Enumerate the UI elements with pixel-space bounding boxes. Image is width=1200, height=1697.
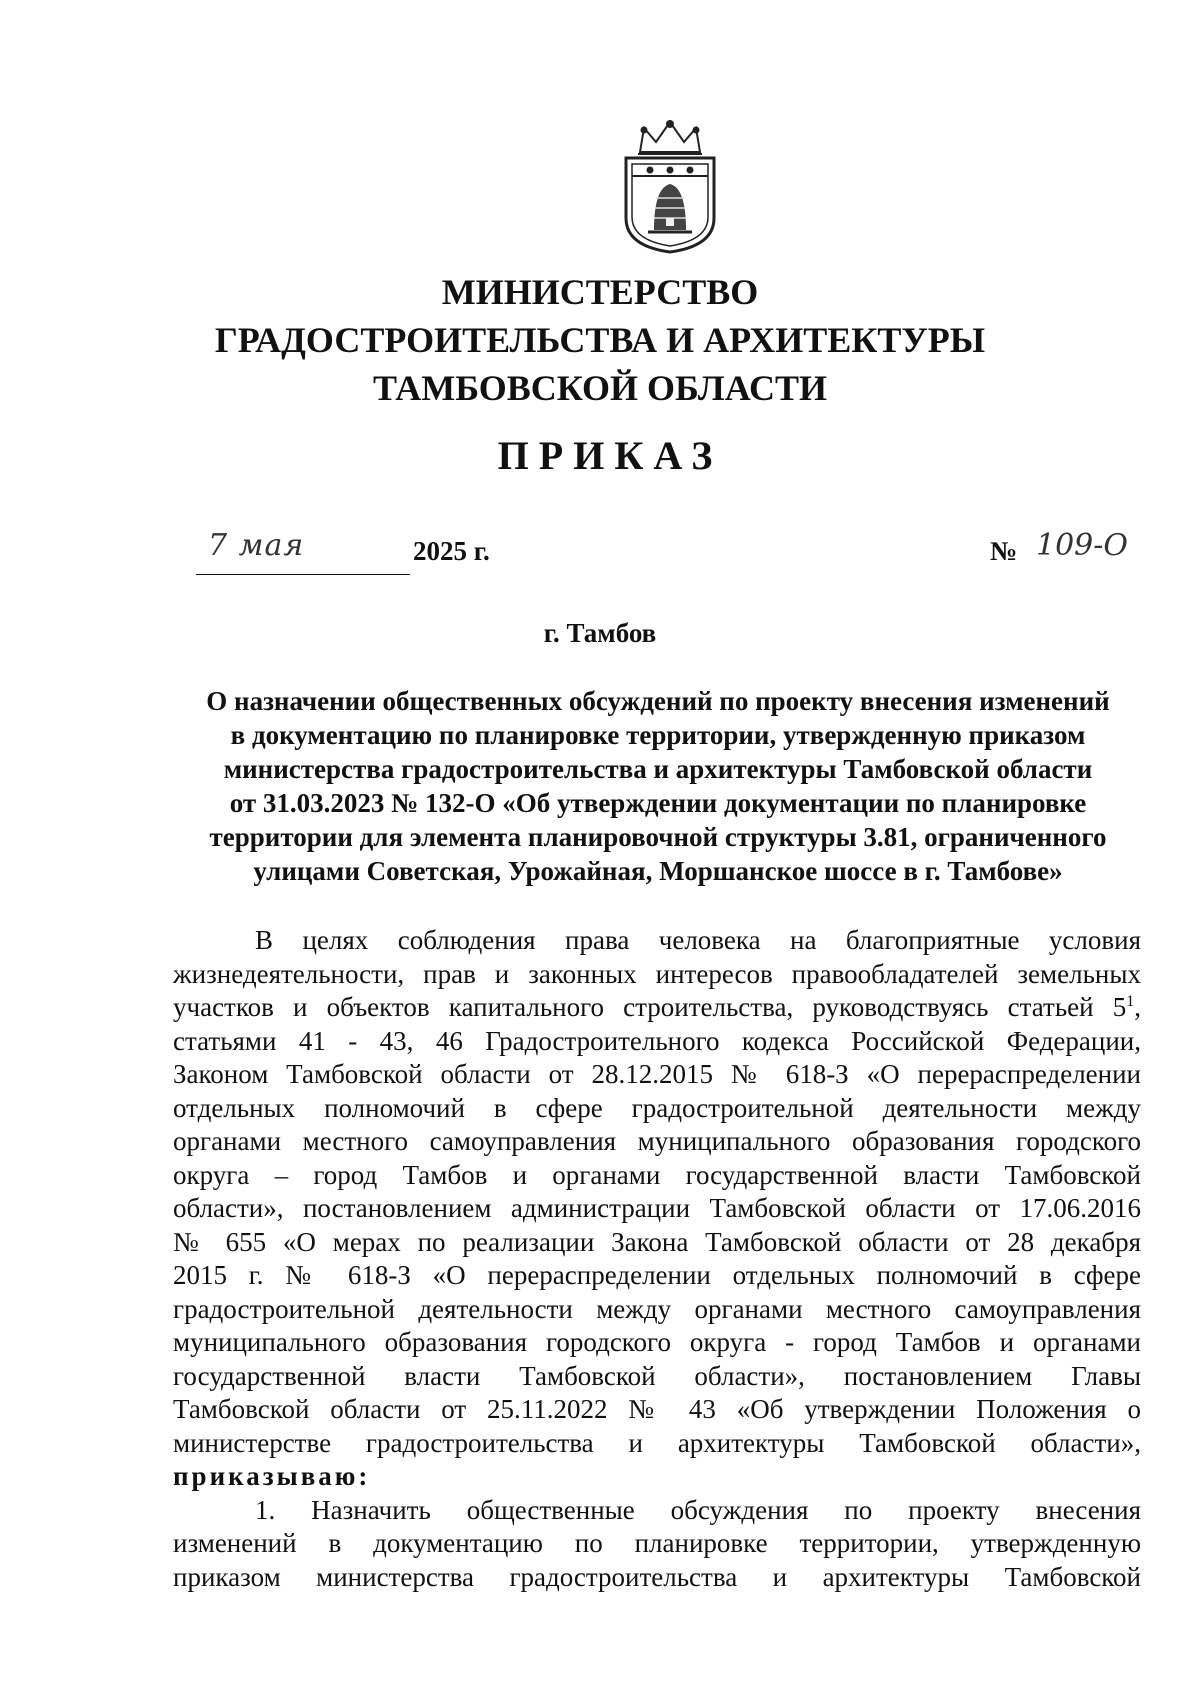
- handwritten-date: 7 мая: [208, 528, 305, 563]
- subject-line: министерства градостроительства и архитектуры Тамбовской области: [223, 754, 1093, 784]
- handwritten-order-number: 109-О: [1036, 528, 1128, 563]
- body-line: муниципального образования городского округа - город Тамбов и органами: [173, 1327, 1141, 1357]
- subject-line: в документацию по планировке территории, утвержденную приказом: [230, 720, 1086, 750]
- order-body: [173, 924, 1141, 1594]
- body-line: министерстве градостроительства и архитектуры Тамбовской области»,: [173, 1427, 1141, 1458]
- order-verb: приказываю:: [173, 1461, 371, 1491]
- body-line: отдельных полномочий в сфере градостроительной деятельности между: [173, 1092, 1141, 1123]
- superscript: 1: [1126, 993, 1135, 1010]
- body-line: 2015 г. № 618-З «О перераспределении отдельных полномочий в сфере: [173, 1260, 1141, 1290]
- body-line-text: участков и объектов капитального строительства, руководствуясь статьей 5: [173, 992, 1127, 1022]
- body-line: жизнедеятельности, прав и законных интересов правообладателей земельных: [173, 958, 1141, 989]
- city-name: г. Тамбов: [543, 618, 657, 648]
- date-year: 2025 г.: [413, 536, 490, 566]
- body-line: Тамбовской области от 25.11.2022 № 43 «Об утверждении Положения о: [173, 1394, 1141, 1424]
- body-line: округа – город Тамбов и органами государственной власти Тамбовской: [173, 1159, 1141, 1190]
- subject-line: О назначении общественных обсуждений по проекту внесения изменений: [206, 686, 1110, 716]
- ministry-line: МИНИСТЕРСТВО: [441, 272, 759, 312]
- body-line: изменений в документацию по планировке территории, утвержденную: [173, 1528, 1141, 1558]
- body-line: № 655 «О мерах по реализации Закона Тамбовской области от 28 декабря: [173, 1226, 1141, 1257]
- body-line: [173, 991, 1141, 1025]
- order-subject: [178, 684, 1138, 888]
- body-line: статьями 41 - 43, 46 Градостроительного кодекса Российской Федерации,: [173, 1025, 1141, 1056]
- body-line-tail: ,: [1134, 992, 1141, 1022]
- subject-line: улицами Советская, Урожайная, Моршанское шоссе в г. Тамбове»: [253, 856, 1063, 886]
- ministry-line: ГРАДОСТРОИТЕЛЬСТВА И АРХИТЕКТУРЫ: [214, 320, 986, 360]
- body-line: градостроительной деятельности между органами местного самоуправления: [173, 1293, 1141, 1324]
- number-label: №: [990, 536, 1018, 566]
- document-type-title: ПРИКАЗ: [497, 433, 723, 478]
- body-line: области», постановлением администрации Тамбовской области от 17.06.2016: [173, 1193, 1141, 1223]
- subject-line: от 31.03.2023 № 132-О «Об утверждении документации по планировке: [229, 788, 1087, 818]
- body-line: Законом Тамбовской области от 28.12.2015 № 618-З «О перераспределении: [173, 1059, 1141, 1089]
- ministry-name: [0, 268, 1200, 412]
- body-line: 1. Назначить общественные обсуждения по проекту внесения: [255, 1494, 1141, 1525]
- body-line: приказом министерства градостроительства и архитектуры Тамбовской: [173, 1561, 1141, 1592]
- subject-line: территории для элемента планировочной структуры 3.81, ограниченного: [209, 822, 1107, 852]
- body-line: В целях соблюдения права человека на благоприятные условия: [255, 925, 1141, 955]
- ministry-line: ТАМБОВСКОЙ ОБЛАСТИ: [373, 368, 827, 408]
- body-line: государственной власти Тамбовской области», постановлением Главы: [173, 1360, 1141, 1391]
- coat-of-arms-emblem: [618, 118, 722, 256]
- body-line: органами местного самоуправления муниципального образования городского: [173, 1126, 1141, 1156]
